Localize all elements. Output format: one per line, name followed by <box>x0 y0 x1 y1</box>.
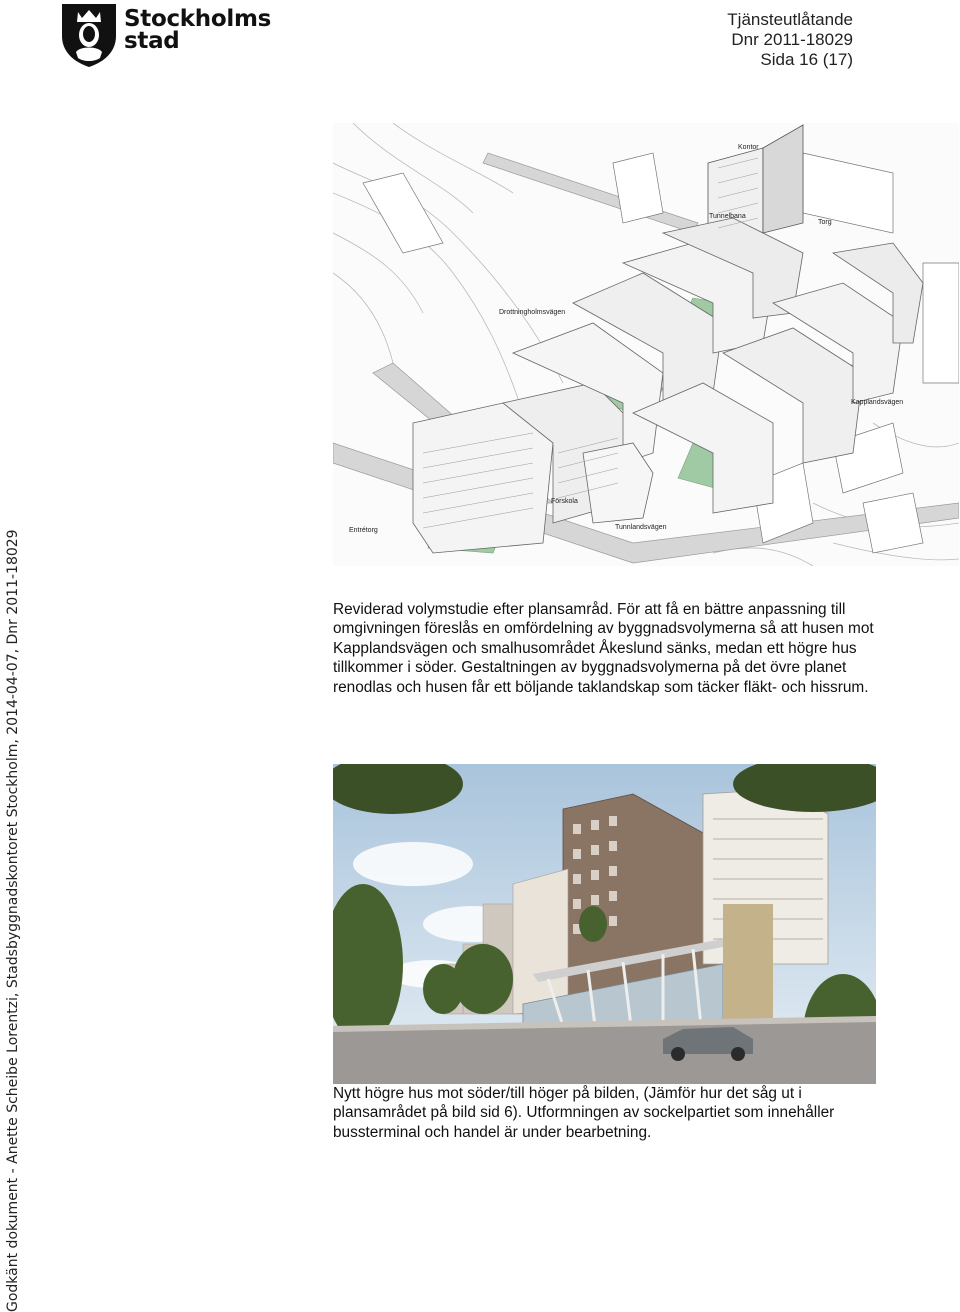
label-tunnlandsvagen: Tunnlandsvägen <box>615 524 667 531</box>
logo-line2: stad <box>124 28 180 54</box>
stockholms-stad-logo <box>60 2 272 68</box>
page-number: Sida 16 (17) <box>760 50 853 69</box>
rendering-caption <box>333 1084 893 1142</box>
label-entretorg: Entrétorg <box>349 527 378 534</box>
paragraph-line: tillkommer i söder. Gestaltningen av byggnadsvolymerna på det övre planet <box>333 659 847 677</box>
caption-line: Nytt högre hus mot söder/till höger på bilden, (Jämför hur det såg ut i <box>333 1085 802 1102</box>
logo-wordmark <box>124 8 271 52</box>
paragraph-line: Kapplandsvägen och smalhusområdet Åkeslund sänks, medan ett högre hus <box>333 639 857 657</box>
street-rendering-image <box>333 764 876 1084</box>
document-header <box>727 10 853 70</box>
document-number: Dnr 2011-18029 <box>731 30 853 49</box>
caption-line: bussterminal och handel är under bearbetning. <box>333 1123 652 1141</box>
paragraph-line: omgivningen föreslås en omfördelning av byggnadsvolymerna så att husen mot <box>333 620 874 638</box>
paragraph-line: renodlas och husen får ett böljande taklandskap som täcker fläkt- och hissrum. <box>333 678 869 696</box>
volume-study-drawing <box>333 123 959 566</box>
caption-line: plansamrådet på bild sid 6). Utformningen av sockelpartiet som innehåller <box>333 1104 835 1122</box>
label-drottningholmsvagen: Drottningholmsvägen <box>499 309 566 316</box>
label-forskola: Förskola <box>551 498 578 505</box>
volume-study-figure <box>333 123 959 566</box>
city-crest-icon <box>60 2 118 68</box>
approval-stamp: Godkänt dokument - Anette Scheibe Lorentzi, Stadsbyggnadskontoret Stockholm, 2014-04-07, Dnr 2011-18029 <box>5 529 21 1312</box>
street-rendering-figure <box>333 764 876 1084</box>
document-type: Tjänsteutlåtande <box>727 10 853 29</box>
label-kontor: Kontor <box>738 144 759 151</box>
label-kapplandsvagen: Kapplandsvägen <box>851 399 904 406</box>
volume-study-description <box>333 600 893 697</box>
label-tunnelbana: Tunnelbana <box>709 213 746 220</box>
paragraph-line: Reviderad volymstudie efter plansamråd. För att få en bättre anpassning till <box>333 601 846 618</box>
label-torg: Torg <box>818 219 832 226</box>
logo-line1: Stockholms <box>124 6 272 32</box>
